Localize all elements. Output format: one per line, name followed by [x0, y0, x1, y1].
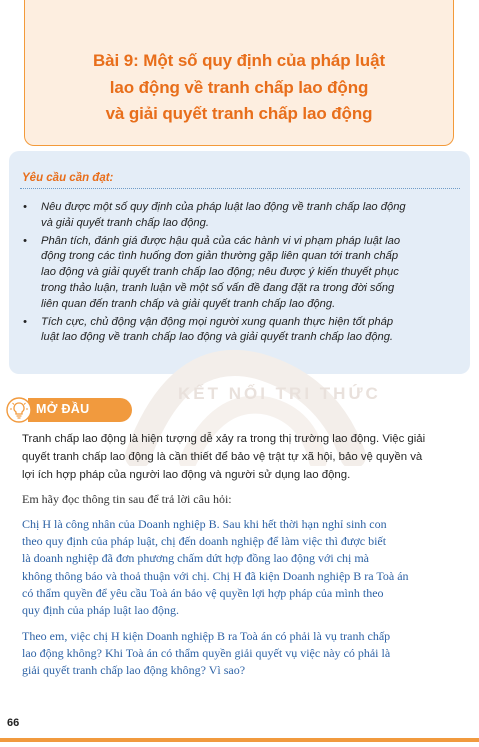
requirement-line: Phân tích, đánh giá được hậu quả của các hành vi vi phạm pháp luật lao	[41, 234, 401, 247]
intro-line: lợi ích hợp pháp của người lao động và người sử dụng lao động.	[22, 469, 351, 481]
requirement-line: động trong các tình huống đơn giản thường gặp liên quan tới tranh chấp	[41, 250, 399, 263]
requirement-line: Nêu được một số quy định của pháp luật lao động về tranh chấp lao động	[41, 201, 406, 213]
lesson-title-line: Bài 9: Một số quy định của pháp luật	[92, 51, 386, 70]
requirement-line: Tích cực, chủ động vận động mọi người xung quanh thực hiện tốt pháp	[41, 315, 394, 328]
question-paragraph	[22, 628, 462, 680]
case-line: là doanh nghiệp đã đơn phương chấm dứt hợp đồng lao động với chị mà	[22, 551, 369, 566]
question-line: Theo em, việc chị H kiện Doanh nghiệp B ra Toà án có phải là vụ tranh chấp	[22, 629, 391, 643]
lesson-title-line: và giải quyết tranh chấp lao động	[105, 104, 373, 123]
intro-paragraph	[22, 430, 462, 484]
requirement-line: trong thảo luận, tranh luận về một số vấn đề đang đặt ra trong đời sống	[41, 281, 395, 294]
watermark-text: KẾT NỐI TRI THỨC	[178, 384, 381, 403]
lesson-title-line: lao động về tranh chấp lao động	[109, 77, 369, 97]
bullet-icon: •	[23, 201, 27, 213]
page-footer-rule	[0, 738, 479, 742]
requirements-header: Yêu cầu cần đạt:	[22, 172, 114, 184]
requirement-item	[23, 234, 443, 313]
intro-line: quyết tranh chấp lao động là cần thiết để bảo vệ trật tự xã hội, bảo vệ quyền và	[22, 451, 423, 463]
case-line: có thẩm quyền để yêu cầu Toà án bảo vệ quyền lợi hợp pháp của mình theo	[22, 585, 384, 600]
case-line: theo quy định của pháp luật, chị đến doanh nghiệp để làm việc thì được biết	[22, 534, 387, 549]
case-line: Chị H là công nhân của Doanh nghiệp B. Sau khi hết thời hạn nghỉ sinh con	[22, 517, 387, 531]
requirements-list	[23, 200, 443, 348]
question-line: lao động không? Khi Toà án có thẩm quyền giải quyết vụ việc này có phải là	[22, 646, 391, 661]
requirements-divider	[20, 188, 460, 189]
requirement-line: lao động và giải quyết tranh chấp lao động; nêu được ý kiến thuyết phục	[41, 266, 399, 279]
requirement-item	[23, 200, 443, 232]
case-line: không thông báo và thoả thuận với chị. Chị H đã kiện Doanh nghiệp B ra Toà án	[22, 568, 409, 583]
section-header-label: MỞ ĐẦU	[36, 402, 90, 416]
bullet-icon: •	[23, 234, 27, 247]
lightbulb-icon	[6, 397, 32, 423]
page-number: 66	[7, 717, 20, 729]
requirement-line: và giải quyết tranh chấp lao động.	[41, 216, 209, 229]
question-line: giải quyết tranh chấp lao động không? Vì sao?	[22, 663, 246, 678]
requirement-line: luật lao động về tranh chấp lao động và giải quyết tranh chấp lao động.	[41, 331, 394, 344]
intro-line: Tranh chấp lao động là hiện tượng dễ xảy ra trong thị trường lao động. Việc giải	[22, 433, 426, 445]
lesson-title	[24, 48, 454, 128]
reading-prompt: Em hãy đọc thông tin sau để trả lời câu hỏi:	[22, 492, 232, 506]
case-line: quy định của pháp luật lao động.	[22, 603, 179, 618]
requirement-line: liên quan đến tranh chấp và giải quyết tranh chấp lao động.	[41, 297, 336, 310]
case-study-paragraph	[22, 516, 462, 619]
requirement-item	[23, 315, 443, 347]
bullet-icon: •	[23, 315, 27, 328]
